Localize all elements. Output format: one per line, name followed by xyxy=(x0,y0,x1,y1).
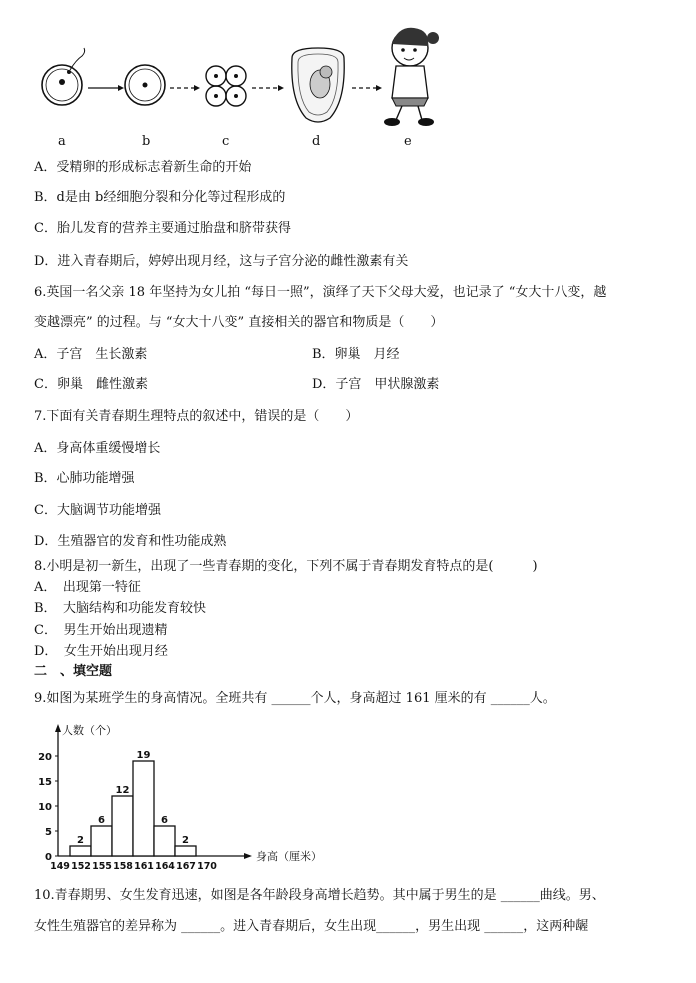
q5-option-c: C．胎儿发育的营养主要通过胎盘和脐带获得 xyxy=(34,221,291,236)
y-tick-label: 0 xyxy=(45,852,52,863)
q5-option-d: D．进入青春期后，婷婷出现月经，这与子宫分泌的雌性激素有关 xyxy=(34,254,409,269)
q10-line1: 10.青春期男、女生发育迅速，如图是各年龄段身高增长趋势。其中属于男生的是 ______曲线。男、 xyxy=(34,888,605,903)
q8-option-a: A． 出现第一特征 xyxy=(34,580,141,595)
q6-option-b: B．卵巢 月经 xyxy=(312,347,400,362)
bar-value-label: 6 xyxy=(161,815,168,826)
q6-stem-line2: 变越漂亮” 的过程。与 “女大十八变” 直接相关的器官和物质是（ ） xyxy=(34,315,444,330)
q6-option-d: D．子宫 甲状腺激素 xyxy=(312,377,440,392)
q7-option-d: D．生殖器官的发育和性功能成熟 xyxy=(34,534,227,549)
y-axis-arrow xyxy=(55,724,61,732)
x-axis-label: 身高（厘米） xyxy=(256,850,322,863)
section-title-fill-in: 二 、填空题 xyxy=(34,664,113,679)
q10-line2: 女性生殖器官的差异称为 ______。进入青春期后，女生出现______，男生出现 ______，这两种龌 xyxy=(34,919,589,934)
x-tick-label: 161 xyxy=(134,861,154,872)
q8-option-c: C． 男生开始出现遗精 xyxy=(34,623,168,638)
q6-stem-line1: 6.英国一名父亲 18 年坚持为女儿拍 “每日一照”，演绎了天下父母大爱，也记录了 “女大十八变，越 xyxy=(34,285,607,300)
cell-division-image xyxy=(206,66,246,106)
histogram-bar xyxy=(70,846,91,856)
q7-option-a: A．身高体重缓慢增长 xyxy=(34,441,161,456)
x-tick-label: 170 xyxy=(197,861,217,872)
q7-stem: 7.下面有关青春期生理特点的叙述中，错误的是（ ） xyxy=(34,409,359,424)
label-b: b xyxy=(142,134,151,149)
q7-option-c: C．大脑调节功能增强 xyxy=(34,503,161,518)
x-tick-label: 152 xyxy=(71,861,91,872)
y-tick-label: 20 xyxy=(38,752,52,763)
q6-option-c: C．卵巢 雌性激素 xyxy=(34,377,148,392)
q9-stem: 9.如图为某班学生的身高情况。全班共有 ______个人，身高超过 161 厘米的有 ______人。 xyxy=(34,691,556,706)
q6-option-a: A．子宫 生长激素 xyxy=(34,347,148,362)
q5-option-a: A．受精卵的形成标志着新生命的开始 xyxy=(34,160,252,175)
label-e: e xyxy=(404,134,412,149)
x-tick-label: 158 xyxy=(113,861,133,872)
bar-value-label: 19 xyxy=(136,750,151,761)
label-d: d xyxy=(312,134,321,149)
y-axis-label: 人数（个） xyxy=(62,724,117,737)
q5-option-b: B．d是由 b经细胞分裂和分化等过程形成的 xyxy=(34,190,286,205)
x-axis-arrow xyxy=(244,853,252,859)
label-a: a xyxy=(58,134,66,149)
histogram-bar xyxy=(91,826,112,856)
y-tick-label: 5 xyxy=(45,827,52,838)
bar-value-label: 6 xyxy=(98,815,105,826)
histogram-bar xyxy=(112,796,133,856)
y-tick-label: 10 xyxy=(38,802,52,813)
fertilized-egg-image xyxy=(42,48,85,105)
q7-option-b: B．心肺功能增强 xyxy=(34,471,135,486)
label-c: c xyxy=(222,134,230,149)
q8-option-b: B． 大脑结构和功能发育较快 xyxy=(34,601,207,616)
fetus-in-uterus-image xyxy=(292,48,344,122)
x-tick-label: 164 xyxy=(155,861,175,872)
histogram-bar xyxy=(133,761,154,856)
histogram-bar xyxy=(154,826,175,856)
bar-value-label: 2 xyxy=(77,835,84,846)
zygote-image xyxy=(125,65,165,105)
bar-value-label: 2 xyxy=(182,835,189,846)
x-tick-label: 155 xyxy=(92,861,112,872)
q8-option-d: D． 女生开始出现月经 xyxy=(34,644,168,659)
height-histogram xyxy=(30,718,350,876)
girl-cartoon-image xyxy=(384,28,439,126)
bar-value-label: 12 xyxy=(115,785,130,796)
development-figure xyxy=(30,20,460,135)
x-tick-label: 167 xyxy=(176,861,196,872)
histogram-bar xyxy=(175,846,196,856)
q8-stem: 8.小明是初一新生，出现了一些青春期的变化，下列不属于青春期发育特点的是( ) xyxy=(34,559,538,574)
y-tick-label: 15 xyxy=(38,777,52,788)
x-tick-label: 149 xyxy=(50,861,70,872)
